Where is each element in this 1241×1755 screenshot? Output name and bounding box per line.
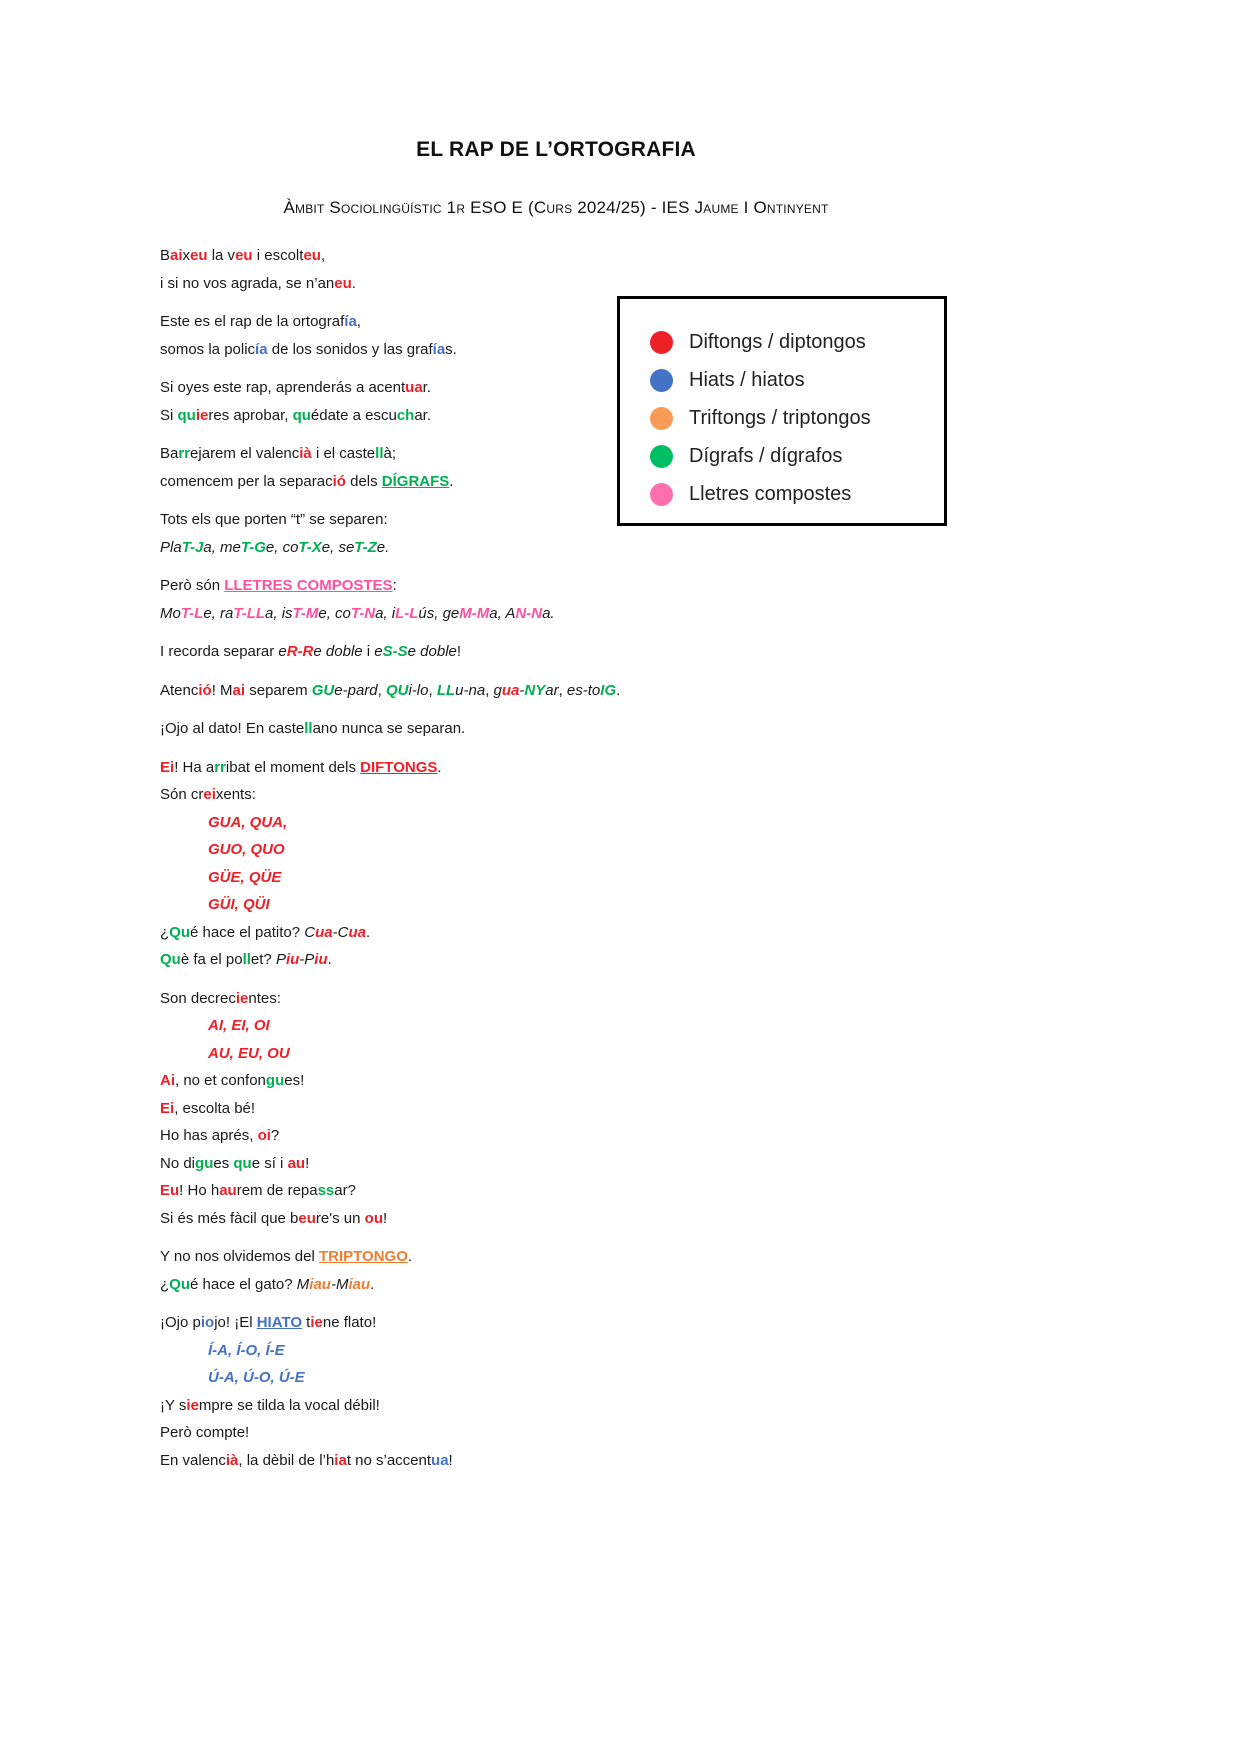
highlight-orange: TRIPTONGO <box>319 1248 408 1265</box>
highlight-green: S-S <box>382 643 408 660</box>
highlight-green: QU <box>385 681 409 699</box>
legend-list <box>650 323 944 513</box>
text-segment: ano nunca se separan. <box>312 720 466 737</box>
highlight-red: ià <box>299 445 312 462</box>
text-segment: ¡Y s <box>160 1396 187 1414</box>
text-segment: Ba <box>160 445 179 462</box>
text-segment: u-na <box>455 681 486 699</box>
text-segment: , <box>558 681 567 699</box>
text-segment: . <box>449 472 454 490</box>
text-segment: e, co <box>318 604 351 622</box>
text-segment: - <box>519 681 525 699</box>
text-segment: es! <box>284 1072 305 1089</box>
highlight-green: ch <box>396 406 415 424</box>
highlight-red: eu <box>303 247 321 264</box>
highlight-green: Qu <box>169 1275 191 1293</box>
highlight-red: ei <box>203 786 216 803</box>
highlight-pink: T-M <box>292 604 319 622</box>
highlight-red: ua <box>348 923 366 941</box>
highlight-red: au <box>219 1182 237 1199</box>
highlight-red: oi <box>257 1127 271 1144</box>
highlight-red: ió <box>198 681 212 699</box>
highlight-green: ss <box>317 1182 335 1199</box>
text-line <box>160 946 952 974</box>
text-segment: P <box>275 951 286 968</box>
text-segment: . <box>370 1275 375 1293</box>
text-segment: ! <box>382 1209 388 1227</box>
text-segment: dels <box>345 472 382 490</box>
highlight-green: rr <box>214 758 226 776</box>
text-segment: , <box>356 313 361 330</box>
text-segment: é hace el patito? <box>190 923 305 941</box>
highlight-pink: LLETRES COMPOSTES <box>224 577 393 594</box>
text-segment: . <box>616 681 621 699</box>
highlight-green: gu <box>265 1072 285 1089</box>
highlight-green: ll <box>242 951 251 968</box>
highlight-red: ie <box>186 1396 199 1414</box>
text-segment: e, ra <box>203 604 234 622</box>
text-segment: Mo <box>160 604 181 622</box>
highlight-blue: Ú-A, Ú-O, Ú-E <box>208 1369 305 1386</box>
text-segment: ¡Ojo al dato! En caste <box>160 720 305 737</box>
highlight-green: Qu <box>169 923 191 941</box>
text-segment: ! <box>448 1451 453 1469</box>
text-segment: Son decrec <box>160 989 236 1007</box>
highlight-green: rr <box>178 445 191 462</box>
text-segment: e doble <box>407 643 457 660</box>
text-line <box>160 1012 952 1040</box>
text-segment: ! M <box>211 681 233 699</box>
highlight-blue: Í-A, Í-O, Í-E <box>208 1341 285 1359</box>
text-segment: ¿ <box>160 923 170 941</box>
text-line <box>160 1447 952 1475</box>
triftongs-dot-icon <box>650 407 673 430</box>
text-segment: comencem per la separac <box>160 472 333 490</box>
text-segment: , <box>320 247 326 264</box>
text-segment: En valenc <box>160 1451 226 1469</box>
highlight-green: ll <box>375 445 384 462</box>
text-segment: Si oyes este rap, aprenderás a acent <box>160 379 406 396</box>
highlight-red: ió <box>332 472 346 490</box>
legend-label: Lletres compostes <box>689 482 852 505</box>
text-segment: t no s’accent <box>346 1451 432 1469</box>
text-segment: re's un <box>315 1209 365 1227</box>
text-segment: e <box>374 643 383 660</box>
text-line <box>160 1122 952 1150</box>
text-segment: jo! ¡El <box>214 1314 257 1331</box>
paragraph <box>160 638 952 666</box>
text-segment: e, se <box>321 538 355 556</box>
text-segment: Si és més fàcil que b <box>160 1209 299 1227</box>
text-segment: Si <box>160 406 178 424</box>
highlight-pink: N-N <box>515 604 543 622</box>
diftongs-dot-icon <box>650 331 673 354</box>
text-line <box>160 1205 952 1233</box>
text-segment: Atenc <box>160 681 199 699</box>
text-line <box>160 1243 952 1271</box>
highlight-red: au <box>287 1154 306 1172</box>
highlight-red: GUA, QUA, <box>208 813 288 831</box>
text-line <box>160 1095 952 1123</box>
highlight-orange: iau <box>348 1275 371 1293</box>
text-segment: M <box>296 1275 310 1293</box>
text-segment: , la dèbil de l’h <box>238 1451 335 1469</box>
paragraph <box>160 754 952 974</box>
text-line <box>160 638 952 666</box>
highlight-green: qu <box>177 406 196 424</box>
highlight-red: AU, EU, OU <box>208 1044 290 1062</box>
legend-item-digrafs <box>650 437 944 475</box>
text-segment: ¿ <box>160 1275 170 1293</box>
highlight-red: ua <box>405 379 423 396</box>
highlight-red: iu <box>314 951 328 968</box>
highlight-green: Qu <box>160 951 181 968</box>
text-line <box>160 1364 952 1392</box>
highlight-red: eu <box>235 247 253 264</box>
legend-label: Hiats / hiatos <box>689 368 805 391</box>
text-segment: la v <box>207 247 236 264</box>
text-segment: , <box>428 681 437 699</box>
highlight-red: ie <box>235 989 249 1007</box>
text-segment: ! <box>456 643 462 660</box>
highlight-red: Ei <box>160 1099 175 1117</box>
text-segment: , <box>377 681 386 699</box>
text-segment: a, A <box>489 604 516 622</box>
highlight-green: qu <box>292 406 311 424</box>
text-segment: Però són <box>160 577 225 594</box>
highlight-red: Ei <box>160 758 175 776</box>
text-segment: somos la polic <box>160 340 256 358</box>
text-segment: à; <box>383 445 397 462</box>
text-segment: . <box>351 274 356 292</box>
text-segment: é hace el gato? <box>190 1275 297 1293</box>
highlight-green: T-X <box>298 538 322 556</box>
page-title: EL RAP DE L’ORTOGRAFIA <box>416 138 696 161</box>
text-segment: a. <box>542 604 555 622</box>
highlight-red: eu <box>334 274 352 292</box>
highlight-red: ià <box>225 1451 239 1469</box>
highlight-green: DÍGRAFS <box>381 472 450 490</box>
text-segment: a, is <box>265 604 293 622</box>
highlight-red: ou <box>364 1209 383 1227</box>
text-line <box>160 677 952 705</box>
text-segment: -P <box>299 951 315 968</box>
text-segment: ibat el moment dels <box>225 758 361 776</box>
highlight-red: Ai <box>160 1072 175 1089</box>
text-segment: e doble <box>313 643 363 660</box>
text-segment: res aprobar, <box>208 406 293 424</box>
text-segment: ar. <box>414 406 432 424</box>
highlight-red: ua <box>315 923 333 941</box>
text-line <box>160 1067 952 1095</box>
text-segment: es <box>213 1154 234 1172</box>
page-subtitle: Àmbit Sociolingüístic 1r ESO E (Curs 2024/25) - IES Jaume I Ontinyent <box>283 198 829 217</box>
lletres-compostes-dot-icon <box>650 483 673 506</box>
text-line <box>160 864 952 892</box>
text-segment: : <box>392 577 397 594</box>
text-line <box>160 836 952 864</box>
text-segment: -C <box>332 923 349 941</box>
highlight-green: IG <box>600 681 617 699</box>
text-segment: rem de repa <box>236 1182 318 1199</box>
paragraph <box>160 715 952 743</box>
text-segment: ntes: <box>248 989 281 1007</box>
text-segment: x <box>182 247 191 264</box>
highlight-pink: T-LL <box>233 604 266 622</box>
highlight-blue: io <box>200 1314 215 1331</box>
text-line <box>160 1150 952 1178</box>
text-segment: e, co <box>265 538 299 556</box>
legend-label: Triftongs / triptongos <box>689 406 871 429</box>
text-line <box>160 534 952 562</box>
highlight-red: GÜI, QÜI <box>208 896 270 913</box>
text-segment: ar? <box>334 1182 356 1199</box>
text-segment: Ho has aprés, <box>160 1127 258 1144</box>
text-segment: i si no vos agrada, se n’an <box>160 274 335 292</box>
paragraph <box>160 1243 952 1298</box>
text-segment: ejarem el valenc <box>190 445 300 462</box>
text-segment: es-to <box>566 681 601 699</box>
text-line <box>160 1337 952 1365</box>
highlight-blue: ía <box>344 313 357 330</box>
text-segment: e sí i <box>251 1154 288 1172</box>
highlight-red: eu <box>190 247 208 264</box>
paragraph <box>160 677 952 705</box>
highlight-red: ua <box>501 681 520 699</box>
legend-label: Dígrafs / dígrafos <box>689 444 843 467</box>
text-segment: , escolta bé! <box>174 1099 256 1117</box>
text-line <box>160 809 952 837</box>
text-segment: ¡Ojo p <box>160 1314 201 1331</box>
highlight-green: qu <box>233 1154 252 1172</box>
paragraph <box>160 242 952 297</box>
text-segment: et? <box>250 951 276 968</box>
text-line <box>160 600 952 628</box>
paragraph <box>160 985 952 1233</box>
text-line <box>160 754 952 782</box>
text-segment: ar <box>545 681 559 699</box>
text-line <box>160 572 952 600</box>
text-segment: . <box>407 1248 413 1265</box>
highlight-blue: ua <box>431 1451 449 1469</box>
text-segment: è fa el po <box>180 951 243 968</box>
text-segment: , no et confon <box>175 1072 266 1089</box>
highlight-pink: L-L <box>395 604 419 622</box>
paragraph <box>160 572 952 627</box>
text-line <box>160 242 952 270</box>
text-segment: . <box>327 951 332 968</box>
text-segment: e-pard <box>334 681 378 699</box>
text-segment: Pla <box>160 538 182 556</box>
highlight-orange: iau <box>309 1275 331 1293</box>
highlight-green: T-Z <box>354 538 377 556</box>
text-segment: i <box>362 643 375 660</box>
highlight-pink: T-L <box>180 604 204 622</box>
text-segment: s. <box>445 340 457 358</box>
text-segment: t <box>302 1314 311 1331</box>
highlight-green: GU <box>311 681 335 699</box>
text-line <box>160 985 952 1013</box>
highlight-red: AI, EI, OI <box>208 1017 270 1034</box>
text-segment: No di <box>160 1154 196 1172</box>
highlight-blue: HIATO <box>256 1314 302 1331</box>
text-segment: i el caste <box>311 445 376 462</box>
text-segment: i-lo <box>408 681 429 699</box>
highlight-red: ie <box>310 1314 323 1331</box>
text-segment: Tots els que porten “t” se separen: <box>160 511 388 528</box>
text-segment: r. <box>422 379 432 396</box>
text-line <box>160 270 952 298</box>
text-line <box>160 1271 952 1299</box>
highlight-red: ai <box>232 681 246 699</box>
text-segment: , <box>485 681 494 699</box>
digrafs-dot-icon <box>650 445 673 468</box>
text-segment: C <box>304 923 316 941</box>
text-segment: I recorda separar <box>160 643 279 660</box>
legend-item-lletres-compostes <box>650 475 944 513</box>
text-segment: i escolt <box>252 247 304 264</box>
paragraph <box>160 1309 952 1474</box>
text-segment: ne flato! <box>322 1314 377 1331</box>
text-segment: g <box>493 681 502 699</box>
legend-box <box>617 296 947 526</box>
highlight-green: LL <box>436 681 456 699</box>
text-segment: e. <box>376 538 390 556</box>
highlight-green: ll <box>304 720 313 737</box>
highlight-red: Eu <box>160 1182 180 1199</box>
text-line <box>160 715 952 743</box>
highlight-pink: T-N <box>350 604 376 622</box>
highlight-green: T-G <box>240 538 266 556</box>
text-segment: ! Ho h <box>179 1182 220 1199</box>
text-segment: Este es el rap de la ortograf <box>160 313 345 330</box>
highlight-red: R-R <box>286 643 314 660</box>
text-segment: B <box>160 247 171 264</box>
text-segment: Però compte! <box>160 1424 250 1441</box>
legend-item-hiats <box>650 361 944 399</box>
text-line <box>160 1040 952 1068</box>
text-segment: -M <box>330 1275 349 1293</box>
highlight-red: eu <box>298 1209 316 1227</box>
legend-label: Diftongs / diptongos <box>689 330 866 353</box>
text-segment: xents: <box>215 786 256 803</box>
text-segment: Y no nos olvidemos del <box>160 1248 319 1265</box>
text-line <box>160 1392 952 1420</box>
legend-item-triftongs <box>650 399 944 437</box>
highlight-red: iu <box>285 951 300 968</box>
text-segment: ? <box>270 1127 280 1144</box>
text-segment: ús, ge <box>418 604 460 622</box>
text-line <box>160 891 952 919</box>
text-segment: ! Ha a <box>174 758 215 776</box>
highlight-green: T-J <box>181 538 204 556</box>
text-segment: ! <box>305 1154 310 1172</box>
highlight-red: GÜE, QÜE <box>208 868 282 886</box>
text-line <box>160 919 952 947</box>
highlight-red: GUO, QUO <box>208 841 285 858</box>
text-segment: Són cr <box>160 786 204 803</box>
highlight-green: NY <box>524 681 546 699</box>
highlight-blue: ía <box>255 340 268 358</box>
legend-item-diftongs <box>650 323 944 361</box>
highlight-pink: M-M <box>459 604 490 622</box>
text-segment: . <box>365 923 371 941</box>
text-line <box>160 1309 952 1337</box>
text-line <box>160 1177 952 1205</box>
text-segment: mpre se tilda la vocal débil! <box>198 1396 380 1414</box>
hiats-dot-icon <box>650 369 673 392</box>
text-line <box>160 1419 952 1447</box>
text-segment: separem <box>245 681 312 699</box>
text-segment: édate a escu <box>310 406 397 424</box>
text-segment: . <box>437 758 442 776</box>
text-segment: a, i <box>375 604 396 622</box>
highlight-blue: ía <box>432 340 446 358</box>
highlight-red: ia <box>334 1451 347 1469</box>
highlight-red: ie <box>195 406 209 424</box>
highlight-red: ai <box>170 247 183 264</box>
highlight-red: DIFTONGS <box>360 758 438 776</box>
text-segment: a, me <box>203 538 241 556</box>
text-segment: de los sonidos y las graf <box>267 340 433 358</box>
highlight-green: gu <box>195 1154 214 1172</box>
text-segment: e <box>278 643 287 660</box>
text-line <box>160 781 952 809</box>
